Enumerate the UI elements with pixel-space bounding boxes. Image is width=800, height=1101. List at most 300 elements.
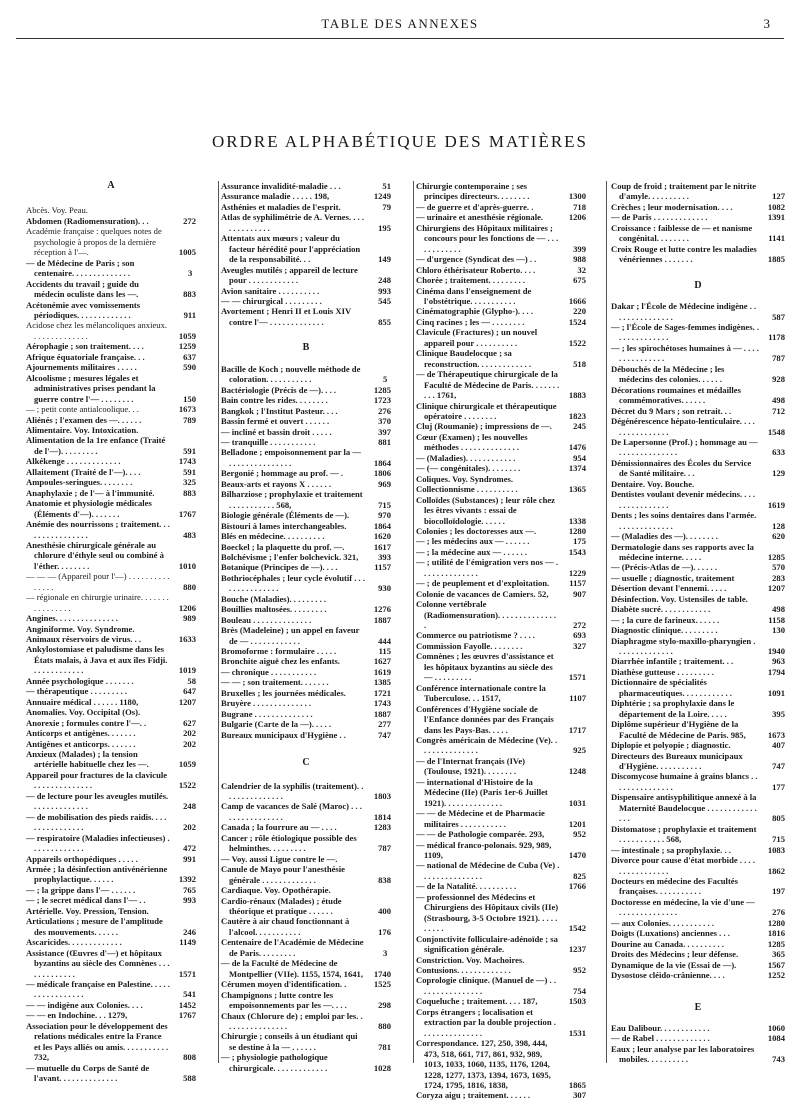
entry-text: Commerce ou patriotisme ? . . . . [416, 630, 535, 641]
section-letter: C [302, 757, 310, 769]
entry-page-ref: 1158 [768, 614, 785, 625]
index-entry [611, 918, 785, 928]
section-letter: B [302, 342, 310, 354]
entry-text: Directeurs des Bureaux municipaux d'Hygiène. . . . . . . . . . . [611, 750, 743, 772]
entry-page-ref: 1620 [373, 531, 391, 542]
index-entry [611, 542, 785, 563]
index-entry [221, 604, 391, 614]
index-entry [26, 1063, 196, 1084]
entry-text: Chloro éthérisateur Roberto. . . . [416, 264, 536, 275]
index-entry [221, 510, 391, 520]
entry-text: Décorations roumaines et médailles commémoratives. . . . . . [611, 384, 741, 406]
index-entry [221, 427, 391, 437]
entry-text: Chorée ; traitement. . . . . . . . . [416, 275, 526, 286]
entry-page-ref: 1280 [568, 525, 586, 536]
entry-text: — national de Médecine de Cuba (Ve) . . . . . . . . . . . . . . . [416, 860, 560, 881]
entry-page-ref: 1743 [373, 698, 391, 709]
entry-text: Anaphylaxie ; de l'— à l'immunité. [26, 487, 155, 498]
entry-text: Colonie de vacances de Camiers. 52, [416, 588, 549, 599]
entry-text: Divorce pour cause d'état morbide . . . . . . . . . . . . . . . . [611, 855, 755, 876]
index-entry [611, 1044, 785, 1065]
index-entry [221, 958, 391, 979]
entry-page-ref: 272 [183, 215, 196, 226]
entry-text: Colonies ; les doctoresses aux —. [416, 525, 537, 536]
entry-text: Diabète sucré. . . . . . . . . . . . [611, 604, 711, 615]
index-entry [221, 822, 391, 832]
index-entry [416, 547, 586, 557]
index-entry [611, 845, 785, 855]
index-entry [611, 719, 785, 740]
index-entry [26, 613, 196, 623]
entry-text: Bouleau . . . . . . . . . . . . . . [221, 614, 312, 625]
entry-page-ref: 307 [573, 1090, 586, 1101]
index-entry [611, 406, 785, 416]
index-entry: Centenaire de l'Académie de Médecine de Paris. . . . . . . . . 3 [221, 937, 388, 958]
index-entry [611, 562, 785, 572]
index-entry [221, 233, 391, 264]
entry-page-ref: 472 [183, 843, 196, 854]
entry-text: Aveugles mutilés ; appareil de lecture pour . . . . . . . . . . . . [221, 264, 358, 286]
entry-page-ref: 483 [183, 529, 196, 540]
entry-text: — — — (Appareil pour l'—) . . . . . . . . . . . . . . . [26, 571, 170, 592]
entry-page-ref: 1248 [568, 766, 586, 777]
entry-text: Bugrane . . . . . . . . . . . . . . [221, 708, 313, 719]
entry-page-ref: 588 [183, 1073, 196, 1084]
index-entry [26, 488, 196, 498]
index-entry [26, 707, 196, 717]
entry-page-ref: 1084 [767, 1033, 785, 1044]
entry-page-ref: 1082 [767, 201, 785, 212]
index-entry [416, 254, 586, 264]
entry-text: Assistance (Œuvres d'—) et hôpitaux byzantins au siècle des Comnènes . . . . . . . . . . . . . [26, 947, 170, 979]
entry-text: — ; les médecins aux — . . . . . . [416, 536, 530, 547]
entry-text: Anémie des nourrissons ; traitement. . . . . . . . . . . . . . . . [26, 519, 170, 540]
index-entry [416, 578, 586, 588]
entry-text: Diplôme supérieur d'Hygiène de la Faculté de Médecine de Paris. 985, [611, 719, 746, 740]
entry-page-ref: 743 [772, 1054, 785, 1065]
entry-text: — de la Faculté de Médecine de Montpellier (VIIe). 1155, 1574, 1641, [221, 958, 363, 979]
entry-text: Anxieux (Malades) ; la tension artérielle habituelle chez les —. [26, 749, 149, 770]
entry-text: — ; l'École de Sages-femmes indigènes. . . . . . . . . . . . . . [611, 321, 759, 343]
index-entry [221, 489, 391, 510]
index-entry [416, 421, 586, 431]
index-entry [221, 395, 391, 405]
entry-page-ref: 1673 [767, 729, 785, 740]
entry-text: — — de Médecine et de Pharmacie militaires . . . . . . . . . . . [416, 808, 545, 829]
index-entry [611, 677, 785, 698]
entry-page-ref: 693 [573, 630, 586, 641]
index-entry [221, 416, 391, 426]
entry-text: Cardiaque. Voy. Opothérapie. [221, 885, 331, 896]
index-entry [26, 916, 196, 937]
entry-page-ref: 395 [772, 708, 785, 719]
index-entry [416, 651, 586, 682]
index-entry [611, 583, 785, 593]
entry-page-ref: 991 [183, 853, 196, 864]
index-entry [416, 453, 586, 463]
index-entry [26, 948, 196, 979]
index-entry [221, 181, 391, 191]
entry-text: Académie française : quelques notes de psychologie à propos de la dernière réception à l'—. [26, 226, 162, 258]
entry-page-ref: 1743 [178, 456, 196, 467]
index-entry [416, 965, 586, 975]
index-entry [416, 286, 586, 307]
index-entry [221, 667, 391, 677]
entry-page-ref: 1452 [178, 999, 196, 1010]
entry-text: Cœur (Examen) ; les nouvelles méthodes . . . . . . . . . . . . . . [416, 431, 528, 453]
entry-text: — de Paris . . . . . . . . . . . . . [611, 212, 708, 223]
section-letter: D [694, 279, 702, 291]
index-entry [416, 599, 586, 630]
entry-page-ref: 400 [378, 906, 391, 916]
entry-page-ref: 149 [378, 254, 391, 265]
entry-text: Clinique chirurgicale et thérapeutique opératoire . . . . . . . . [416, 400, 557, 421]
entry-page-ref: 277 [378, 719, 391, 730]
entry-text: Anorexie ; formules contre l'—. . [26, 717, 147, 728]
index-entry [26, 498, 196, 519]
entry-page-ref: 989 [183, 613, 196, 624]
entry-text: Afrique équatoriale française. . . [26, 351, 145, 362]
entry-page-ref: 1862 [767, 865, 785, 876]
entry-page-ref: 1091 [767, 687, 785, 698]
index-entry [416, 860, 586, 881]
entry-text: Chaux (Chlorure de) ; emploi par les. . . . . . . . . . . . . . . . [221, 1010, 363, 1031]
entry-page-ref: 715 [378, 499, 391, 510]
index-entry [221, 730, 391, 740]
entry-text: Doigts (Luxations) anciennes . . . [611, 928, 730, 939]
index-entry [26, 979, 196, 1000]
entry-text: Désinfection. Voy. Ustensiles de table. [611, 593, 748, 604]
entry-page-ref: 399 [573, 243, 586, 254]
index-entry [416, 777, 586, 808]
entry-page-ref: 1816 [767, 928, 785, 939]
entry-text: Coprologie clinique. (Manuel de —) . . . . . . . . . . . . . . . . [416, 975, 556, 996]
index-entry [611, 928, 785, 938]
entry-page-ref: 407 [772, 740, 785, 751]
entry-text: — — indigène aux Colonies. . . . [26, 999, 143, 1010]
entry-page-ref: 787 [378, 843, 391, 854]
entry-text: — international d'Histoire de la Médecine (IIe) (Paris 1er-6 Juillet 1921). . . . . . . . . . . . . . [416, 776, 548, 808]
index-title: ORDRE ALPHABÉTIQUE DES MATIÈRES [211, 132, 589, 151]
entry-page-ref: 202 [183, 822, 196, 833]
entry-text: Antigènes et anticorps. . . . . . . [26, 738, 136, 749]
index-entry [26, 749, 196, 770]
index-entry [416, 1090, 586, 1100]
index-entry [611, 751, 785, 772]
entry-page-ref: 1157 [374, 562, 391, 573]
entry-text: Anesthésie chirurgicale générale au chlorure d'éthyle seul ou combiné à l'éther. . . . . . . . [26, 539, 164, 571]
entry-page-ref: 591 [183, 445, 196, 456]
entry-page-ref: 911 [183, 309, 196, 320]
index-entry [611, 636, 785, 657]
entry-text: Cancer ; rôle étiologique possible des helminthes. . . . . . . . . [221, 832, 357, 854]
page-number: 3 [763, 16, 770, 31]
entry-text: Dakar ; l'École de Médecine indigène . . . . . . . . . . . . . . . [611, 301, 757, 322]
entry-text: — de Médecine de Paris ; son centenaire. . . . . . . . . . . . . . [26, 257, 135, 279]
index-entry [611, 531, 785, 541]
entry-text: — régionale en chirurgie urinaire. . . . . . . . . . . . . . . . [26, 592, 169, 613]
entry-page-ref: 1721 [373, 687, 391, 698]
entry-text: — Voy. aussi Ligue contre le —. [221, 853, 338, 864]
entry-text: — incliné et bassin droit . . . . . [221, 426, 332, 437]
index-entry [26, 205, 196, 215]
entry-text: Bronchite aiguë chez les enfants. [221, 656, 340, 667]
entry-page-ref: 220 [573, 306, 586, 317]
entry-page-ref: 747 [378, 729, 391, 740]
entry-text: Camp de vacances de Salé (Maroc) . . . . . . . . . . . . . . . . [221, 801, 362, 822]
entry-page-ref: 1476 [568, 442, 586, 453]
entry-text: Ascaricides. . . . . . . . . . . . . [26, 937, 122, 948]
entry-page-ref: 907 [573, 588, 586, 599]
entry-page-ref: 1887 [373, 708, 391, 719]
entry-page-ref: 805 [772, 813, 785, 824]
entry-page-ref: 787 [772, 353, 785, 364]
entry-page-ref: 176 [378, 926, 391, 937]
index-entry [221, 1011, 391, 1032]
section-letter: E [694, 1001, 702, 1013]
entry-text: Discomycose humaine à grains blancs . . . . . . . . . . . . . . . [611, 771, 758, 792]
index-entry [611, 604, 785, 614]
entry-page-ref: 587 [772, 311, 785, 322]
entry-page-ref: 1252 [767, 970, 785, 981]
entry-page-ref: 715 [772, 834, 785, 845]
index-entry [26, 467, 196, 477]
index-entry [611, 897, 785, 918]
entry-text: — de Rabel . . . . . . . . . . . . . [611, 1033, 710, 1044]
entry-page-ref: 925 [573, 745, 586, 756]
index-entry [26, 644, 196, 675]
entry-text: Congrès américain de Médecine (Ve). . . . . . . . . . . . . . . [416, 735, 558, 756]
index-column-4 [611, 181, 785, 1065]
section-letter: A [107, 180, 115, 191]
entry-text: Contusions. . . . . . . . . . . . . [416, 964, 511, 975]
entry-text: Avortement ; Henri II et Louis XIV contre l'— . . . . . . . . . . . . . [221, 306, 352, 327]
entry-text: Débouchés de la Médecine ; les médecins des colonies. . . . . . [611, 363, 725, 385]
entry-text: Attentats aux mœurs ; valeur du facteur hérédité pour l'appréciation de la responsabilité. . . [221, 233, 361, 265]
index-entry [611, 212, 785, 222]
index-entry [26, 1010, 196, 1020]
entry-page-ref: 498 [772, 395, 785, 406]
index-entry [26, 435, 196, 456]
entry-page-ref: 1141 [768, 233, 785, 244]
entry-text: — thérapeutique . . . . . . . . . [26, 686, 127, 697]
entry-text: — (— congénitales). . . . . . . . [416, 463, 521, 474]
entry-text: — ; utilité de l'émigration vers nos — . . . . . . . . . . . . . . [416, 557, 559, 578]
entry-page-ref: 298 [378, 1000, 391, 1011]
entry-page-ref: 1617 [373, 541, 391, 552]
entry-text: — de la Natalité. . . . . . . . . . [416, 881, 517, 892]
index-entry [416, 306, 586, 316]
index-entry [611, 510, 785, 531]
entry-page-ref: 115 [378, 646, 391, 657]
entry-text: — intestinale ; sa prophylaxie. . . [611, 844, 731, 855]
entry-text: Chirurgie ; conseils à un étudiant qui se destine à la — . . . . . . [221, 1031, 358, 1052]
entry-page-ref: 1149 [179, 937, 196, 948]
index-entry [26, 226, 196, 257]
entry-text: Ampoules-seringues. . . . . . . . [26, 477, 133, 488]
entry-page-ref: 1285 [767, 551, 785, 562]
index-entry [416, 589, 586, 599]
entry-text: Bolchévisme ; l'enfer bolchevick. 321, [221, 551, 359, 562]
index-entry [416, 401, 586, 422]
index-entry [416, 317, 586, 327]
entry-text: Crèches ; leur modernisation. . . . [611, 201, 733, 212]
entry-page-ref: 647 [183, 686, 196, 697]
entry-page-ref: 1531 [568, 1027, 586, 1038]
index-entry [26, 770, 196, 791]
entry-text: Dentistes voulant devenir médecins. . . . . . . . . . . . . . . . [611, 489, 756, 510]
entry-page-ref: 591 [183, 466, 196, 477]
entry-page-ref: 1548 [767, 426, 785, 437]
entry-page-ref: 718 [573, 201, 586, 212]
column-divider [413, 181, 414, 1063]
index-entry [221, 265, 391, 286]
entry-text: Coup de froid ; traitement par le nitrite d'amyle. . . . . . . . . . [611, 181, 757, 202]
entry-page-ref: 928 [772, 374, 785, 385]
entry-page-ref: 675 [573, 275, 586, 286]
entry-text: Brès (Madeleine) ; un appel en faveur de — . . . . . . . . . . . . [221, 625, 360, 646]
index-entry [611, 656, 785, 666]
entry-page-ref: 1201 [568, 818, 586, 829]
index-entry [611, 960, 785, 970]
index-entry [221, 677, 391, 687]
entry-text: Alkékenge . . . . . . . . . . . . . [26, 456, 121, 467]
entry-text: Bactériologie (Précis de —). . . . [221, 384, 337, 395]
entry-page-ref: 1885 [767, 254, 785, 265]
index-entry [26, 885, 196, 895]
entry-text: Constriction. Voy. Machoires. [416, 954, 525, 965]
entry-page-ref: 1571 [178, 968, 196, 979]
index-entry [221, 296, 391, 306]
entry-text: Anatomie et physiologie médicales (Éléments d'—). . . . . . . [26, 498, 152, 519]
entry-page-ref: 590 [183, 362, 196, 373]
index-column-1 [26, 180, 196, 1084]
entry-text: Dispensaire antisyphilitique annexé à la Maternité Baudelocque . . . . . . . . . . . . . . . [611, 792, 757, 824]
entry-text: Blés en médecine. . . . . . . . . . [221, 531, 325, 542]
index-entry [611, 244, 785, 265]
index-entry [221, 468, 391, 478]
index-entry [26, 425, 196, 435]
entry-page-ref: 127 [772, 191, 785, 202]
entry-text: Dentaire. Voy. Bouche. [611, 478, 695, 489]
entry-text: Dysostose cléido-crânienne. . . . [611, 970, 725, 981]
index-entry [416, 641, 586, 651]
entry-page-ref: 1865 [568, 1079, 586, 1090]
entry-text: Bureaux municipaux d'Hygiène . . [221, 729, 346, 740]
entry-text: Cérumen moyen d'identification. . [221, 979, 347, 990]
index-entry [26, 634, 196, 644]
entry-text: Canada ; la fourrure au — . . . . [221, 822, 337, 833]
entry-page-ref: 245 [573, 421, 586, 432]
entry-text: Dermatologie dans ses rapports avec la médecine interne. . . . . [611, 541, 754, 562]
entry-page-ref: 1391 [767, 212, 785, 223]
index-entry [26, 739, 196, 749]
entry-page-ref: 1207 [767, 583, 785, 594]
entry-page-ref: 129 [772, 468, 785, 479]
entry-text: Conjonctivite folliculaire-adénoïde ; sa signification générale. [416, 933, 558, 955]
index-entry [221, 801, 391, 822]
entry-page-ref: 1031 [568, 797, 586, 808]
index-entry [611, 594, 785, 604]
index-entry [611, 698, 785, 719]
index-entry [611, 824, 785, 845]
entry-text: Atlas de syphilimétrie de A. Vernes. . . . . . . . . . . . . . [221, 212, 364, 233]
index-entry [26, 571, 196, 592]
entry-page-ref: 1571 [568, 672, 586, 683]
index-entry [611, 615, 785, 625]
entry-page-ref: 1470 [568, 850, 586, 860]
entry-page-ref: 1237 [568, 944, 586, 955]
entry-text: Doctoresse en médecine, la vie d'une — . . . . . . . . . . . . . . [611, 896, 755, 918]
index-entry [221, 191, 391, 201]
entry-text: Cardio-rénaux (Malades) ; étude théorique et pratique . . . . . . [221, 895, 342, 916]
index-entry [26, 676, 196, 686]
entry-text: Cinq racines ; les — . . . . . . . . [416, 316, 525, 327]
entry-text: Anginiforme. Voy. Syndrome. [26, 623, 135, 634]
index-entry [416, 808, 586, 829]
index-entry [416, 474, 586, 484]
entry-text: Abcès. Voy. Peau. [26, 205, 88, 216]
entry-page-ref: 620 [772, 531, 785, 542]
index-entry [611, 771, 785, 792]
entry-page-ref: 881 [378, 436, 391, 447]
entry-page-ref: 444 [378, 635, 391, 646]
entry-page-ref: 808 [183, 1052, 196, 1063]
entry-text: Accidents du travail ; guide du médecin oculiste dans les —. [26, 278, 139, 300]
entry-page-ref: 1107 [569, 693, 586, 704]
entry-page-ref: 370 [378, 416, 391, 427]
entry-text: Corps étrangers ; localisation et extraction par la double projection . . . . . . . . . . . . . . . [416, 1006, 556, 1038]
entry-text: Acidose chez les mélancoliques anxieux. . . . . . . . . . . . . . [26, 320, 168, 341]
entry-page-ref: 1823 [568, 410, 586, 421]
index-entry [611, 740, 785, 750]
entry-page-ref: 1525 [373, 979, 391, 990]
index-entry [221, 719, 391, 729]
entry-text: Bangkok ; l'Institut Pasteur. . . . [221, 405, 338, 416]
entry-page-ref: 248 [183, 801, 196, 812]
entry-text: Boeckel ; la plaquette du prof. —. [221, 541, 345, 552]
entry-page-ref: 883 [183, 487, 196, 498]
entry-page-ref: 781 [378, 1041, 391, 1052]
index-entry [221, 656, 391, 666]
entry-text: Croissance : faiblesse de — et nanisme congénital. . . . . . . . [611, 222, 753, 244]
column-divider [606, 181, 607, 1063]
index-column-2 [221, 181, 391, 1073]
entry-text: Bromoforme : formulaire . . . . . [221, 646, 337, 657]
entry-text: Bouillies maltosées. . . . . . . . . [221, 604, 327, 615]
index-entry [26, 728, 196, 738]
index-entry [611, 458, 785, 479]
index-entry [221, 437, 391, 447]
index-entry [611, 949, 785, 959]
index-entry [26, 1021, 196, 1063]
index-entry: Bacille de Koch ; nouvelle méthode de coloration. . . . . . . . . . . 5 [221, 363, 388, 385]
entry-page-ref: 1206 [568, 212, 586, 223]
entry-text: — médical franco-polonais. 929, 989, 1109, [416, 839, 552, 860]
entry-text: Conférences d'Hygiène sociale de l'Enfance données par des Français dans les Pays-Bas. . . . . [416, 703, 554, 735]
entry-text: Bulgarie (Carte de la —). . . . . [221, 719, 332, 730]
index-entry [611, 625, 785, 635]
entry-page-ref: 518 [573, 358, 586, 369]
entry-page-ref: 952 [573, 964, 586, 975]
index-entry [221, 306, 391, 327]
entry-text: Clavicule (Fractures) ; un nouvel appareil pour . . . . . . . . . . [416, 327, 538, 348]
entry-page-ref: 970 [378, 510, 391, 521]
index-entry [221, 573, 391, 594]
entry-text: Croix Rouge et lutte contre les maladies vénériennes . . . . . . . [611, 243, 757, 265]
entry-text: Cluj (Roumanie) ; impressions de —. [416, 421, 552, 432]
entry-text: Anomalies. Voy. Occipital (Os). [26, 707, 141, 718]
